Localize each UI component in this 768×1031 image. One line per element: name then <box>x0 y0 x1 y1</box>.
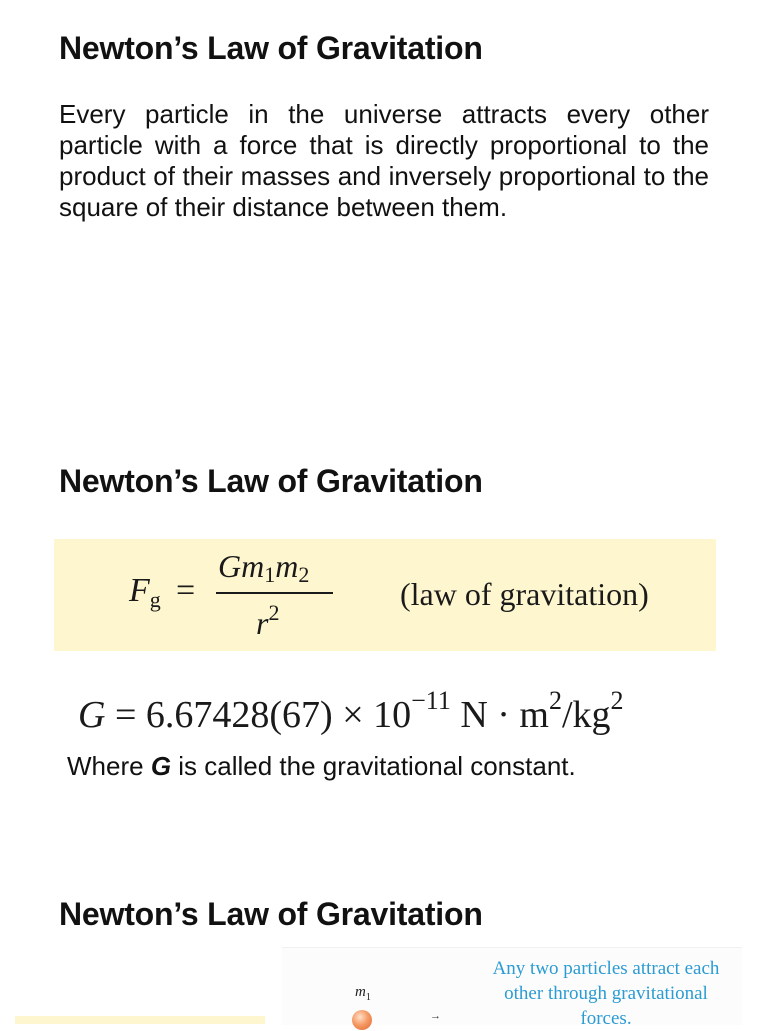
fraction-denominator: $r^2$ <box>256 600 280 641</box>
force-arrow-label: → <box>430 1010 441 1022</box>
constant-description: Where G is called the gravitational constant. <box>67 751 576 781</box>
equals-sign: = <box>176 572 196 609</box>
figure-caption: Any two particles attract each other through gravitational forces. <box>492 958 720 1029</box>
mass-label: $m_1$ <box>355 984 371 1003</box>
slide-2-title: Newton’s Law of Gravitation <box>59 463 483 499</box>
law-statement-paragraph: Every particle in the universe attracts every other particle with a force that is directly proportional to the product of their masses and inversely proportional to the square of their distance between them. <box>59 99 709 222</box>
fraction-numerator: $Gm_1m_2$ <box>218 548 310 587</box>
slide-1-title: Newton’s Law of Gravitation <box>59 30 483 66</box>
gravitational-constant-value: $G = 6.67428(67) \times 10^{-11}$ $N \cdot m^2/kg^2$ <box>78 686 624 736</box>
fraction-bar <box>216 592 333 594</box>
particle-sphere <box>352 1010 372 1030</box>
slide-3-title: Newton’s Law of Gravitation <box>59 896 483 932</box>
equation-note: (law of gravitation) <box>400 576 649 612</box>
force-symbol: $F_g$ <box>129 572 161 612</box>
next-equation-box-edge <box>15 1016 265 1024</box>
